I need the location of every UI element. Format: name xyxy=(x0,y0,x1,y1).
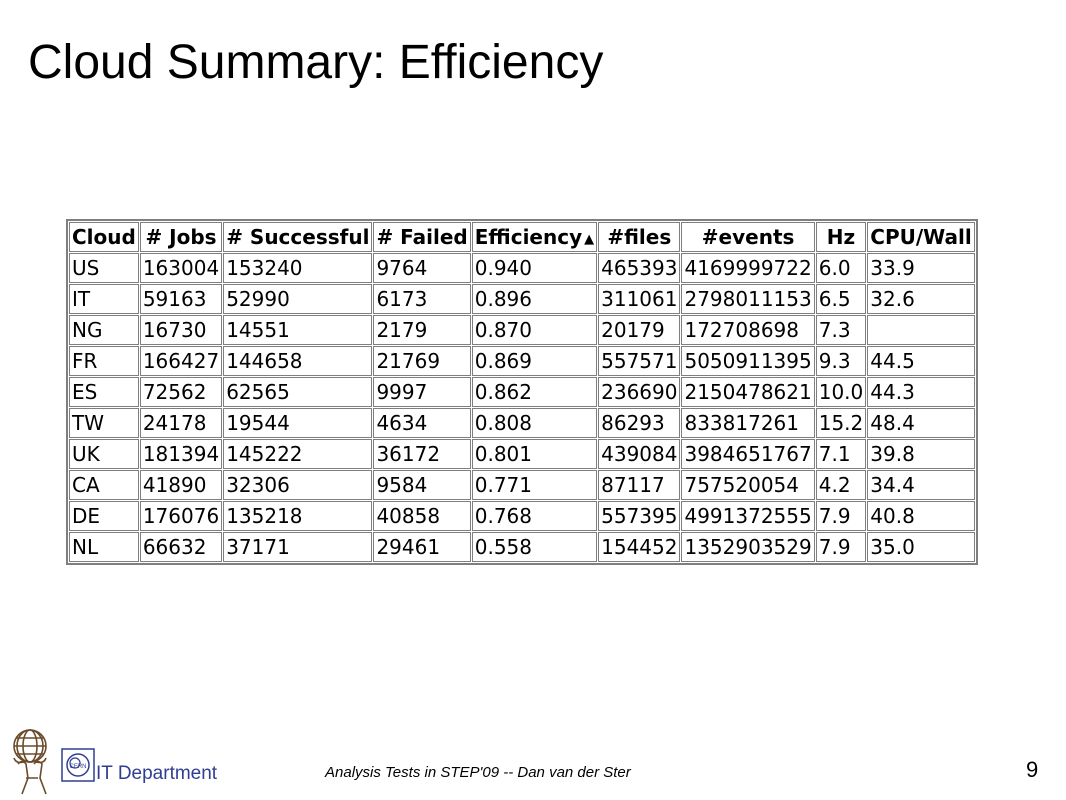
table-row xyxy=(69,439,975,469)
cell-efficiency: 0.558 xyxy=(472,532,597,562)
cell-events: 4169999722 xyxy=(681,253,814,283)
cell-hz: 9.3 xyxy=(816,346,867,376)
col-header-hz[interactable]: Hz xyxy=(816,222,867,252)
cell-failed: 9997 xyxy=(373,377,470,407)
col-header-cpu-wall[interactable]: CPU/Wall xyxy=(867,222,974,252)
cell-failed: 6173 xyxy=(373,284,470,314)
cell-cpu-wall: 44.3 xyxy=(867,377,974,407)
cell-successful: 19544 xyxy=(223,408,372,438)
table-row xyxy=(69,532,975,562)
cell-efficiency: 0.771 xyxy=(472,470,597,500)
cell-cpu-wall: 39.8 xyxy=(867,439,974,469)
cell-jobs: 66632 xyxy=(140,532,222,562)
cell-events: 4991372555 xyxy=(681,501,814,531)
cell-successful: 145222 xyxy=(223,439,372,469)
cell-events: 5050911395 xyxy=(681,346,814,376)
department-label: IT Department xyxy=(96,763,218,784)
cell-cpu-wall xyxy=(867,315,974,345)
cell-efficiency: 0.896 xyxy=(472,284,597,314)
col-header-cloud[interactable]: Cloud xyxy=(69,222,139,252)
cell-jobs: 59163 xyxy=(140,284,222,314)
table-row xyxy=(69,315,975,345)
cell-efficiency: 0.870 xyxy=(472,315,597,345)
cell-hz: 7.1 xyxy=(816,439,867,469)
table-row xyxy=(69,501,975,531)
cell-cloud: NG xyxy=(69,315,139,345)
cell-files: 557571 xyxy=(598,346,680,376)
cell-files: 465393 xyxy=(598,253,680,283)
cell-cpu-wall: 34.4 xyxy=(867,470,974,500)
cell-failed: 9764 xyxy=(373,253,470,283)
cell-failed: 2179 xyxy=(373,315,470,345)
cell-efficiency: 0.940 xyxy=(472,253,597,283)
cell-successful: 52990 xyxy=(223,284,372,314)
cell-files: 86293 xyxy=(598,408,680,438)
cell-cpu-wall: 32.6 xyxy=(867,284,974,314)
cell-hz: 10.0 xyxy=(816,377,867,407)
cell-cpu-wall: 48.4 xyxy=(867,408,974,438)
col-header-successful[interactable]: # Successful xyxy=(223,222,372,252)
cell-jobs: 163004 xyxy=(140,253,222,283)
cell-successful: 153240 xyxy=(223,253,372,283)
cell-cloud: CA xyxy=(69,470,139,500)
col-header-failed[interactable]: # Failed xyxy=(373,222,470,252)
cell-efficiency: 0.862 xyxy=(472,377,597,407)
cell-efficiency: 0.808 xyxy=(472,408,597,438)
cell-cloud: IT xyxy=(69,284,139,314)
atlas-logo-icon xyxy=(4,726,56,796)
cell-jobs: 24178 xyxy=(140,408,222,438)
cell-files: 557395 xyxy=(598,501,680,531)
cern-logo-icon xyxy=(61,748,95,782)
cell-files: 311061 xyxy=(598,284,680,314)
cell-jobs: 181394 xyxy=(140,439,222,469)
cell-events: 833817261 xyxy=(681,408,814,438)
cell-successful: 62565 xyxy=(223,377,372,407)
col-header-efficiency-label: Efficiency xyxy=(474,225,583,249)
cell-hz: 15.2 xyxy=(816,408,867,438)
table-row xyxy=(69,346,975,376)
cell-cpu-wall: 44.5 xyxy=(867,346,974,376)
table-row xyxy=(69,470,975,500)
cell-files: 20179 xyxy=(598,315,680,345)
cell-hz: 6.5 xyxy=(816,284,867,314)
col-header-jobs[interactable]: # Jobs xyxy=(140,222,222,252)
cell-failed: 40858 xyxy=(373,501,470,531)
cell-successful: 37171 xyxy=(223,532,372,562)
cell-successful: 32306 xyxy=(223,470,372,500)
cell-failed: 4634 xyxy=(373,408,470,438)
cell-events: 172708698 xyxy=(681,315,814,345)
cell-jobs: 72562 xyxy=(140,377,222,407)
page-number: 9 xyxy=(1026,757,1039,782)
cell-hz: 4.2 xyxy=(816,470,867,500)
slide-title: Cloud Summary: Efficiency xyxy=(28,36,604,89)
cell-files: 154452 xyxy=(598,532,680,562)
col-header-efficiency[interactable] xyxy=(472,222,597,252)
cell-hz: 7.9 xyxy=(816,501,867,531)
col-header-files[interactable]: #files xyxy=(598,222,680,252)
table-row xyxy=(69,377,975,407)
slide-footer: Analysis Tests in STEP'09 -- Dan van der Ster xyxy=(325,764,631,781)
table-body xyxy=(69,253,975,562)
cell-efficiency: 0.869 xyxy=(472,346,597,376)
cell-hz: 6.0 xyxy=(816,253,867,283)
cell-cloud: TW xyxy=(69,408,139,438)
it-department-logo xyxy=(4,726,224,796)
cell-events: 3984651767 xyxy=(681,439,814,469)
cell-cloud: US xyxy=(69,253,139,283)
cell-hz: 7.3 xyxy=(816,315,867,345)
cloud-summary-table xyxy=(66,219,978,565)
table-row xyxy=(69,253,975,283)
cell-jobs: 166427 xyxy=(140,346,222,376)
cell-cloud: NL xyxy=(69,532,139,562)
table-row xyxy=(69,408,975,438)
cell-successful: 135218 xyxy=(223,501,372,531)
cell-failed: 36172 xyxy=(373,439,470,469)
cell-failed: 9584 xyxy=(373,470,470,500)
cell-jobs: 16730 xyxy=(140,315,222,345)
cell-cpu-wall: 35.0 xyxy=(867,532,974,562)
cell-events: 2150478621 xyxy=(681,377,814,407)
cell-events: 1352903529 xyxy=(681,532,814,562)
cell-files: 439084 xyxy=(598,439,680,469)
table-row xyxy=(69,284,975,314)
cell-efficiency: 0.768 xyxy=(472,501,597,531)
cell-failed: 21769 xyxy=(373,346,470,376)
cern-logo-text: CERN xyxy=(69,764,87,770)
table-header-row xyxy=(69,222,975,252)
cell-failed: 29461 xyxy=(373,532,470,562)
cell-cloud: ES xyxy=(69,377,139,407)
cell-jobs: 176076 xyxy=(140,501,222,531)
col-header-events[interactable]: #events xyxy=(681,222,814,252)
cell-cloud: UK xyxy=(69,439,139,469)
cell-cloud: FR xyxy=(69,346,139,376)
cell-files: 236690 xyxy=(598,377,680,407)
cell-cpu-wall: 33.9 xyxy=(867,253,974,283)
cell-files: 87117 xyxy=(598,470,680,500)
cell-hz: 7.9 xyxy=(816,532,867,562)
cell-cloud: DE xyxy=(69,501,139,531)
cell-events: 757520054 xyxy=(681,470,814,500)
sort-ascending-icon: ▲ xyxy=(584,232,595,247)
cell-successful: 14551 xyxy=(223,315,372,345)
cell-jobs: 41890 xyxy=(140,470,222,500)
cell-events: 2798011153 xyxy=(681,284,814,314)
cell-successful: 144658 xyxy=(223,346,372,376)
cell-efficiency: 0.801 xyxy=(472,439,597,469)
cell-cpu-wall: 40.8 xyxy=(867,501,974,531)
